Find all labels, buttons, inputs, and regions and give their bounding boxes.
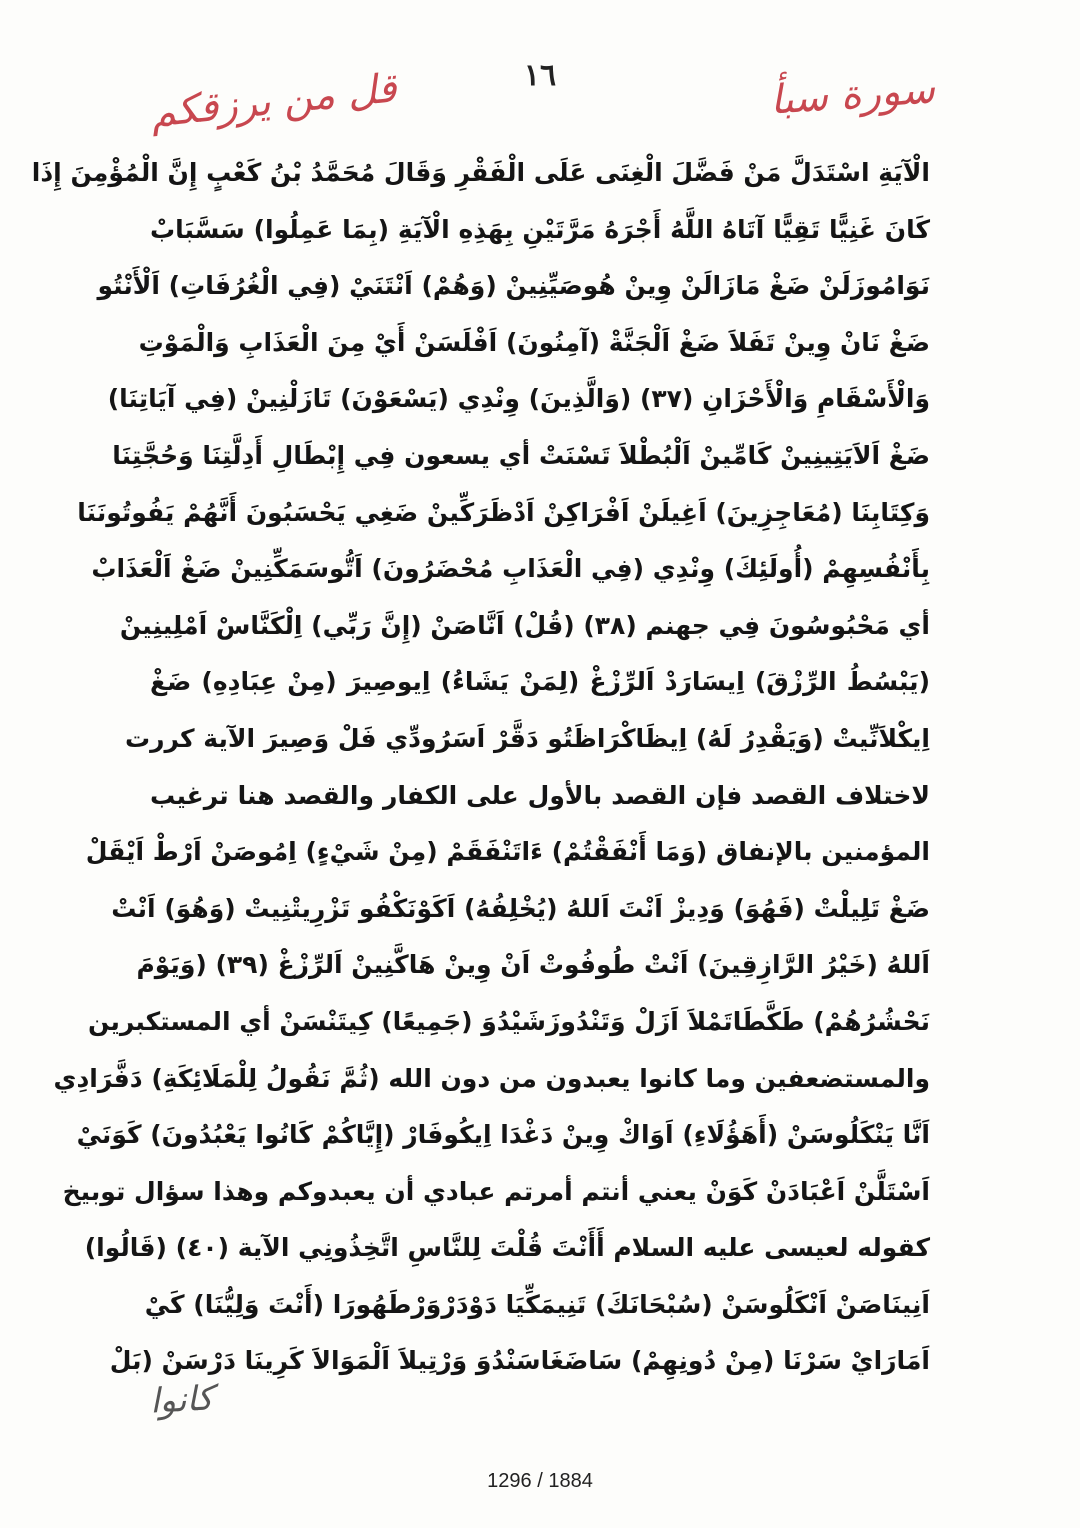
text-line: المؤمنين بالإنفاق (وَمَا أَنْفَقْتُمْ) ءَاتَنْفَقَمْ (مِنْ شَيْءٍ) اِمُوصَنْ اَرْطْ اَيْقَلْ	[85, 837, 930, 867]
text-line: (يَبْسُطُ الرِّزْقَ) اِيسَارَدْ اَلرِّزْغْ (لِمَنْ يَشَاءُ) اِيوصِيرَ (مِنْ عِبَادِهِ) ضَغْ	[150, 667, 930, 697]
text-line: ضَغْ نَانْ وِينْ تَفَلاَ ضَغْ اَلْجَنَّةْ (آمِنُونَ) اَفْلَسَنْ أَيْ مِنَ الْعَذَابِ وَالْمَوْتِ	[138, 327, 930, 357]
text-line: ضَغْ تَلِيلْتْ (فَهُوَ) وَدِيزْ اَنْتَ اَللهُ (يُخْلِفُهُ) اَكَوْنَكْفُو تَزْرِيتْنِيتْ (وَهُوَ) اَنْتْ	[111, 893, 930, 923]
text-line: نَوَامُوزَلَنْ ضَغْ مَازَالَنْ وِينْ هُوصَيِّنِينْ (وَهُمْ) اَنْتَنَيْ (فِي الْغُرُفَاتِ) اَلْأَنْتُو	[97, 271, 930, 301]
text-line: وَكِتَابِنَا (مُعَاجِزِينَ) اَغِيلَنْ اَفْرَاكِنْ اَدْظَرَكِّينْ ضَغِي يَحْسَبُونَ أَنَّهُمْ يَفُوتُونَنَا	[77, 497, 930, 527]
text-line: وَالْأَسْقَامِ وَالْأَحْزَانِ (٣٧) (وَالَّذِينَ) وِنْدِي (يَسْعَوْنَ) تَازَلْنِينْ (فِي آيَاتِنَا)	[107, 384, 930, 414]
text-line: بِأَنْفُسِهِمْ (أُولَئِكَ) وِنْدِي (فِي الْعَذَابِ مُحْضَرُونَ) اَتُّوسَمَكِّنِينْ ضَغْ اَلْعَذَابْ	[91, 554, 930, 584]
text-line: نَحْشُرُهُمْ) طَكَّطَاتَمْلاَ اَزَلْ وَتَنْدُوزَشَيْدُوَ (جَمِيعًا) كِيتَنْسَنْ أي المستكبرين	[87, 1006, 930, 1036]
text-line: والمستضعفين وما كانوا يعبدون من دون الله (ثُمَّ نَقُولُ لِلْمَلَائِكَةِ) دَفَّرَادِي	[53, 1063, 930, 1093]
handwritten-surah-note: سورة سبأ	[768, 66, 937, 124]
text-line: اَنَّا يَنْكَلُوسَنْ (أَهَؤُلَاءِ) اَوَاكْ وِينْ دَغْدَا اِيكُوفَارْ (إِيَّاكُمْ كَانُوا يَعْبُدُونَ) كَوَنَيْ	[76, 1120, 930, 1150]
text-line: اَمَارَايْ سَرْنَا (مِنْ دُونِهِمْ) سَاضَغَاسَنْدُوَ وَرْتِيلاَ اَلْمَوَالاَ كَرِينَا دَرْسَنْ (بَلْ	[109, 1346, 930, 1376]
handwritten-catchword-note: كانوا	[148, 1378, 215, 1422]
text-line: أي مَحْبُوسُونَ فِي جهنم (٣٨) (قُلْ) اَنَّاصَنْ (إِنَّ رَبِّي) اِلْكَنَّاسْ اَمْلِينِينْ	[119, 610, 930, 640]
text-line: اَللهُ (خَيْرُ الرَّازِقِينَ) اَنْتْ طُوفُوتْ اَنْ وِينْ هَاكَّنِينْ اَلرِّزْغْ (٣٩) (وَيَوْمَ	[136, 950, 930, 980]
handwritten-verse-note: قل من يرزقكم	[148, 65, 399, 137]
text-line: كقوله لعيسى عليه السلام أَأَنْتَ قُلْتَ لِلنَّاسِ اتَّخِذُونِي الآية (٤٠) (قَالُوا)	[84, 1233, 930, 1263]
text-line: كَانَ غَنِيًّا تَقِيًّا آتَاهُ اللَّهُ أَجْرَهُ مَرَّتَيْنِ بِهَذِهِ الْآيَةِ (بِمَا عَمِلُوا) سَسَّبَابْ	[150, 214, 930, 244]
text-line: الْآيَةِ اسْتَدَلَّ مَنْ فَضَّلَ الْغِنَى عَلَى الْفَقْرِ وَقَالَ مُحَمَّدُ بْنُ كَعْبٍ إِنَّ الْمُؤْمِنَ إِذَا	[31, 158, 930, 187]
text-line: اَسْتَلَّنْ اَعْبَادَنْ كَوَنْ يعني أنتم أمرتم عبادي أن يعبدوكم وهذا سؤال توبيخ	[62, 1176, 930, 1206]
text-line: لاختلاف القصد فإن القصد بالأول على الكفار والقصد هنا ترغيب	[150, 780, 930, 810]
pagination-indicator: 1296 / 1884	[487, 1470, 593, 1492]
tafsir-text-block	[31, 145, 930, 1390]
text-line: ضَغْ اَلاَيَتِينِينْ كَامِّينْ اَلْبُطْلاَ تَسْنَتْ أي يسعون فِي إِبْطَالِ أَدِلَّتِنَا وَحُجَّتِنَا	[112, 440, 930, 470]
text-line: اَنِينَاصَنْ اَنْكَلُوسَنْ (سُبْحَانَكَ) تَنِيمَكِّيَا دَوْدَرْوَرْطَهُورَا (أَنْتَ وَلِيُّنَا) كَيْ	[144, 1289, 930, 1319]
text-line: اِيكْلاَنِّيتْ (وَيَقْدِرُ لَهُ) اِيظَاكْرَاظَتُو دَقَّرْ اَسَرُودِّي فَلْ وَصِيرَ الآية كررت	[124, 723, 930, 753]
page-number: ١٦	[523, 58, 557, 93]
